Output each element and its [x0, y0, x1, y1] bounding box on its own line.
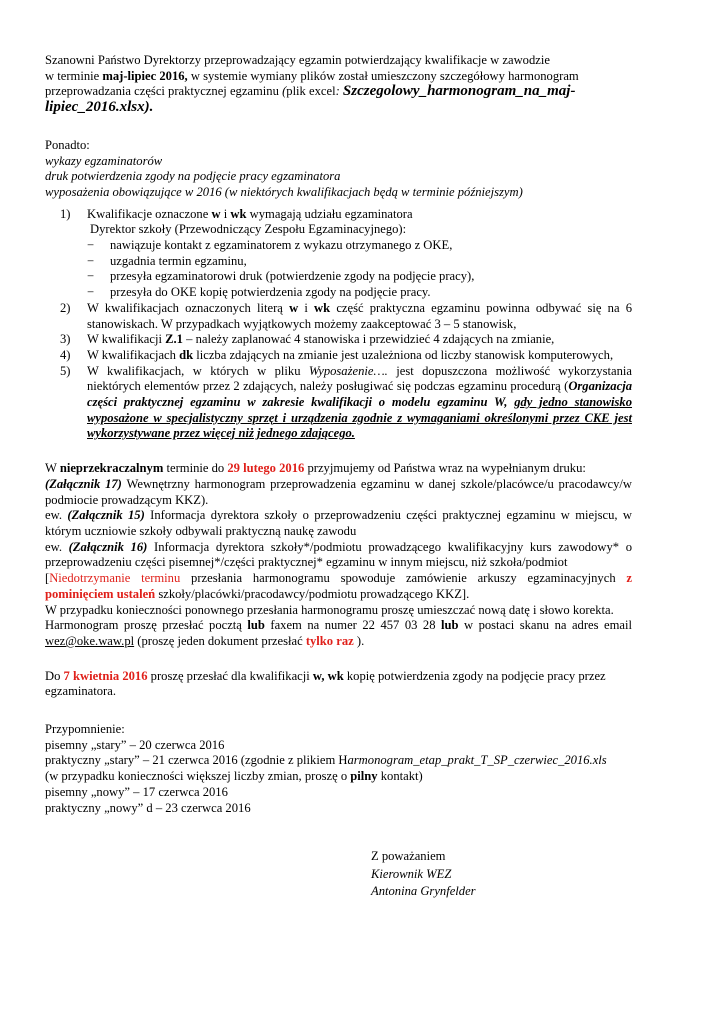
marker-dk: dk — [179, 347, 194, 362]
list-item — [45, 348, 632, 364]
text: W kwalifikacjach oznaczonych literą — [87, 300, 290, 315]
reminder-line: praktyczny „nowy” d – 23 czerwca 2016 — [45, 800, 251, 815]
text: [ — [45, 571, 50, 586]
duty-text: nawiązuje kontakt z egzaminatorem z wykazu otrzymanego z OKE, — [110, 238, 453, 253]
paren: ( — [282, 84, 287, 99]
text: przesłania harmonogramu spowoduje zamówienie arkuszy egzaminacyjnych — [180, 571, 627, 586]
dash-mark: − — [87, 253, 95, 268]
text: i — [220, 206, 231, 221]
dash-mark: − — [87, 285, 95, 300]
warning-text: Niedotrzymanie terminu — [49, 571, 181, 586]
text: Harmonogram proszę przesłać pocztą — [45, 618, 248, 633]
april-date: 7 kwietnia 2016 — [63, 668, 148, 683]
duty-item — [87, 269, 632, 285]
text: i — [298, 300, 315, 315]
file-ref: Wyposażenie…. — [308, 363, 388, 378]
text: przyjmujemy od Państwa wraz na wypełnianym druku: — [304, 461, 586, 476]
text: w postaci skanu na adres email — [458, 618, 632, 633]
deadline-date: 29 lutego 2016 — [227, 461, 305, 476]
item-number: 4) — [60, 347, 71, 362]
deadline-paragraph — [45, 461, 632, 649]
reminder-line — [45, 769, 632, 785]
dash-mark: − — [87, 269, 95, 284]
intro-text: w systemie wymiany plików został umieszczony szczegółowy harmonogram — [187, 68, 579, 83]
list-item — [45, 207, 632, 301]
text: W — [45, 461, 60, 476]
marker-w: w — [211, 206, 221, 221]
annex-16: (Załącznik 16) — [68, 539, 148, 554]
duty-text: przesyła do OKE kopię potwierdzenia zgody na podjęcie pracy. — [110, 285, 431, 300]
text: ). — [353, 633, 365, 648]
text: faxem na numer 22 457 03 28 — [264, 618, 441, 633]
schedule-file: armonogram_etap_prakt_T_SP_czerwiec_2016.xls — [347, 753, 607, 768]
text: szkoły/placówki/pracodawcy/podmiotu prowadzącego KKZ]. — [155, 586, 470, 601]
text: ew. — [45, 508, 68, 523]
item-number: 1) — [60, 206, 71, 221]
also-item: druk potwierdzenia zgody na podjęcie pracy egzaminatora — [45, 169, 341, 184]
text: (w przypadku konieczności większej liczby zmian, proszę o — [45, 769, 351, 784]
duty-text: uzgadnia termin egzaminu, — [110, 253, 247, 268]
file-name-cont: lipiec_2016.xlsx). — [45, 99, 154, 116]
reminder-line — [45, 753, 632, 769]
annex-text: Wewnętrzny harmonogram przeprowadzenia egzaminu w danej szkole/placówce/u pracodawcy/w podmiocie prowadzącym KKZ). — [45, 476, 632, 507]
also-item: wyposażenia obowiązujące w 2016 (w niektórych kwalifikacjach będą w terminie późniejszym) — [45, 184, 523, 199]
correction-note: W przypadku konieczności ponownego przesłania harmonogramu proszę umieszczać nową datę i słowo korekta. — [45, 602, 614, 617]
april-paragraph — [45, 669, 632, 700]
intro-paragraph — [45, 53, 632, 116]
text: W kwalifikacjach, w których w pliku — [87, 363, 309, 378]
procedure-title-underlined: gdy jedno stanowisko wyposażone w specjalistyczny sprzęt i urządzenia zgodnie z wymaganiami określonymi przez CKE jest wykorzystywane przez więcej niż jednego zdającego. — [87, 395, 633, 441]
dash-mark: − — [87, 238, 95, 253]
reminder-line: pisemny „nowy” – 17 czerwca 2016 — [45, 784, 228, 799]
text: proszę przesłać dla kwalifikacji — [147, 668, 313, 683]
text: (proszę jeden dokument przesłać — [134, 633, 306, 648]
list-item — [45, 332, 632, 348]
intro-text: przeprowadzania części praktycznej egzaminu — [45, 84, 283, 99]
also-heading: Ponadto: — [45, 137, 90, 152]
duty-item — [87, 285, 632, 301]
text: liczba zdających na zmianie jest uzależniona od liczby stanowisk komputerowych, — [193, 347, 614, 362]
signature-block — [371, 848, 632, 900]
qualification-z1: Z.1 — [165, 332, 183, 347]
marker-wk: wk — [314, 300, 331, 315]
duty-text: przesyła egzaminatorowi druk (potwierdzenie zgody na podjęcie pracy), — [110, 269, 475, 284]
signer-role: Kierownik WEZ — [371, 866, 452, 881]
reminder-heading: Przypomnienie: — [45, 722, 125, 737]
text: Do — [45, 668, 64, 683]
text: – należy zaplanować 4 stanowiska i przewidzieć 4 zdających na zmianie, — [182, 332, 555, 347]
text: wymagają udziału egzaminatora — [246, 206, 413, 221]
colon: : — [335, 84, 343, 99]
list-item — [45, 364, 632, 443]
text: kopię potwierdzenia zgody na podjęcie pracy przez egzaminatora. — [45, 668, 606, 699]
text: część praktyczna egzaminu powinna odbywać się na 6 stanowiskach. W przypadkach wyjątkowych możemy zaakceptować 3 – 5 stanowisk, — [87, 300, 632, 331]
reminder-line: pisemny „stary” – 20 czerwca 2016 — [45, 737, 225, 752]
text: Kwalifikacje oznaczone — [87, 206, 212, 221]
annex-17: (Załącznik 17) — [45, 476, 122, 491]
text: kontakt) — [377, 769, 423, 784]
marker-wk: wk — [230, 206, 247, 221]
file-label: plik excel — [286, 84, 336, 99]
item-number: 3) — [60, 332, 71, 347]
only-once: tylko raz — [305, 633, 354, 648]
text: W kwalifikacji — [87, 332, 166, 347]
annex-text: Informacja dyrektora szkoły*/podmiotu prowadzącego kwalifikacyjny kurs zawodowy* o przeprowadzeniu części pisemnej*/części praktycznej* egzaminu w innym miejscu, niż szkoła/podmiot — [45, 539, 632, 570]
text: terminie do — [163, 461, 228, 476]
duty-item — [87, 254, 632, 270]
procedure-title: Organizacja części praktycznej egzaminu w zakresie kwalifikacji o modelu egzaminu W, — [87, 379, 632, 410]
text: W kwalifikacjach — [87, 347, 180, 362]
text: praktyczny „stary” – 21 czerwca 2016 (zgodnie z plikiem H — [45, 753, 348, 768]
greeting: Z poważaniem — [371, 849, 446, 864]
file-name: Szczegolowy_harmonogram_na_maj- — [342, 83, 576, 100]
warning-text: z pominięciem ustaleń — [45, 571, 632, 601]
instructions-list — [45, 207, 632, 443]
signer-name: Antonina Grynfelder — [371, 884, 476, 899]
markers-w-wk: w, wk — [312, 668, 344, 683]
annex-text: Informacja dyrektora szkoły o przeprowadzeniu części praktycznej egzaminu w miejscu, w którym uczniowie szkoły odbywali praktyczną naukę zawodu — [45, 508, 632, 538]
intro-text: w terminie — [45, 68, 103, 83]
intro-text: Szanowni Państwo Dyrektorzy przeprowadzający egzamin potwierdzający kwalifikacje w zawodzie — [45, 53, 550, 67]
text-or: lub — [247, 618, 265, 633]
urgent: pilny — [350, 769, 378, 784]
director-subheading: Dyrektor szkoły (Przewodniczący Zespołu Egzaminacyjnego): — [90, 222, 407, 237]
item-number: 5) — [60, 363, 71, 378]
item-number: 2) — [60, 300, 71, 315]
email-link[interactable]: wez@oke.waw.pl — [45, 633, 135, 648]
exam-term: maj-lipiec 2016, — [102, 68, 188, 83]
duty-item — [87, 238, 632, 254]
list-item — [45, 301, 632, 332]
non-exceedable: nieprzekraczalnym — [59, 461, 164, 476]
marker-w: w — [289, 300, 299, 315]
text: ew. — [45, 539, 69, 554]
also-item: wykazy egzaminatorów — [45, 153, 163, 168]
text: jest dopuszczona możliwość wykorzystania niektórych elementów przez 2 zdających, należy posługiwać się podczas egzaminu procedurą ( — [87, 363, 632, 394]
duties-list — [87, 238, 632, 301]
letter — [45, 53, 632, 900]
text-or: lub — [440, 618, 459, 633]
annex-15: (Załącznik 15) — [67, 508, 145, 523]
